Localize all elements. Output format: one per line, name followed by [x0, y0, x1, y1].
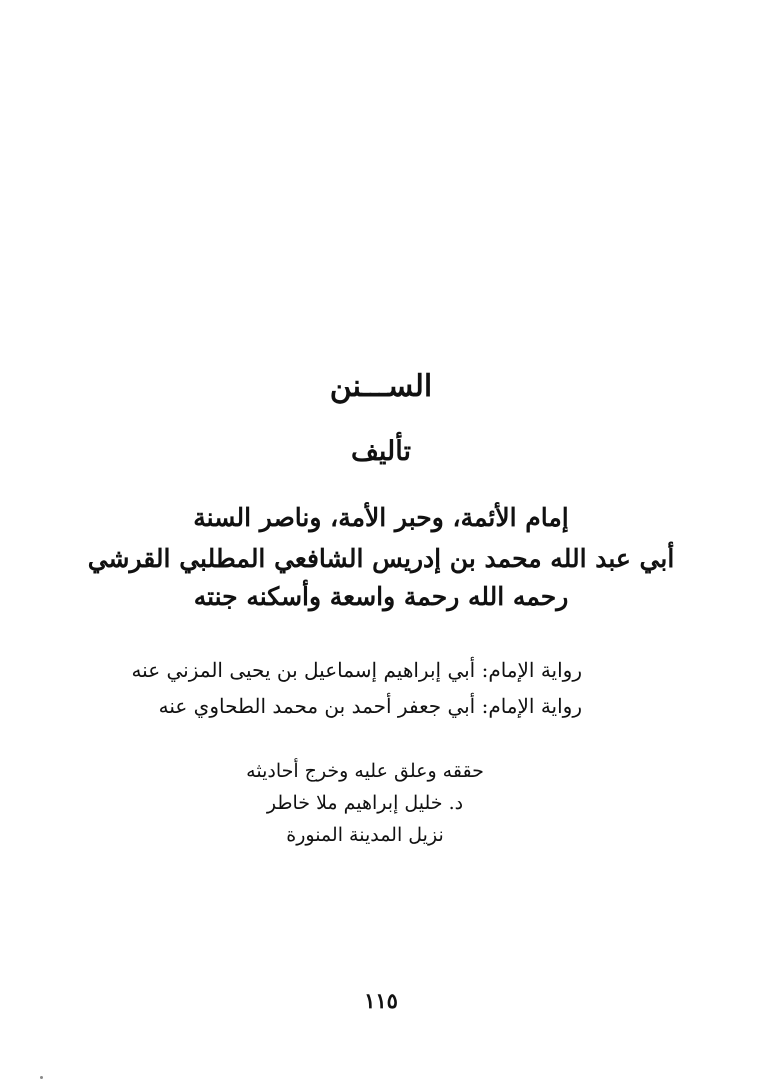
- page-number: ١١٥: [364, 988, 398, 1013]
- scan-dot-mark: [40, 1076, 43, 1079]
- editor-residence-line: نزيل المدينة المنورة: [286, 824, 444, 846]
- author-name-line: أبي عبد الله محمد بن إدريس الشافعي المطلبي القرشي: [87, 544, 675, 573]
- editor-role-line: حققه وعلق عليه وخرج أحاديثه: [246, 760, 484, 782]
- editor-name-line: د. خليل إبراهيم ملا خاطر: [266, 792, 464, 814]
- author-epithet-line: إمام الأئمة، وحبر الأمة، وناصر السنة: [193, 503, 569, 532]
- authored-by-label: تأليف: [350, 436, 412, 467]
- book-title: الســـنن: [329, 369, 433, 404]
- author-prayer-line: رحمه الله رحمة واسعة وأسكنه جنته: [193, 582, 569, 611]
- narrator-line-muzani: رواية الإمام: أبي إبراهيم إسماعيل بن يحيى المزني عنه: [131, 658, 582, 682]
- narrator-line-tahawi: رواية الإمام: أبي جعفر أحمد بن محمد الطحاوي عنه: [158, 694, 582, 718]
